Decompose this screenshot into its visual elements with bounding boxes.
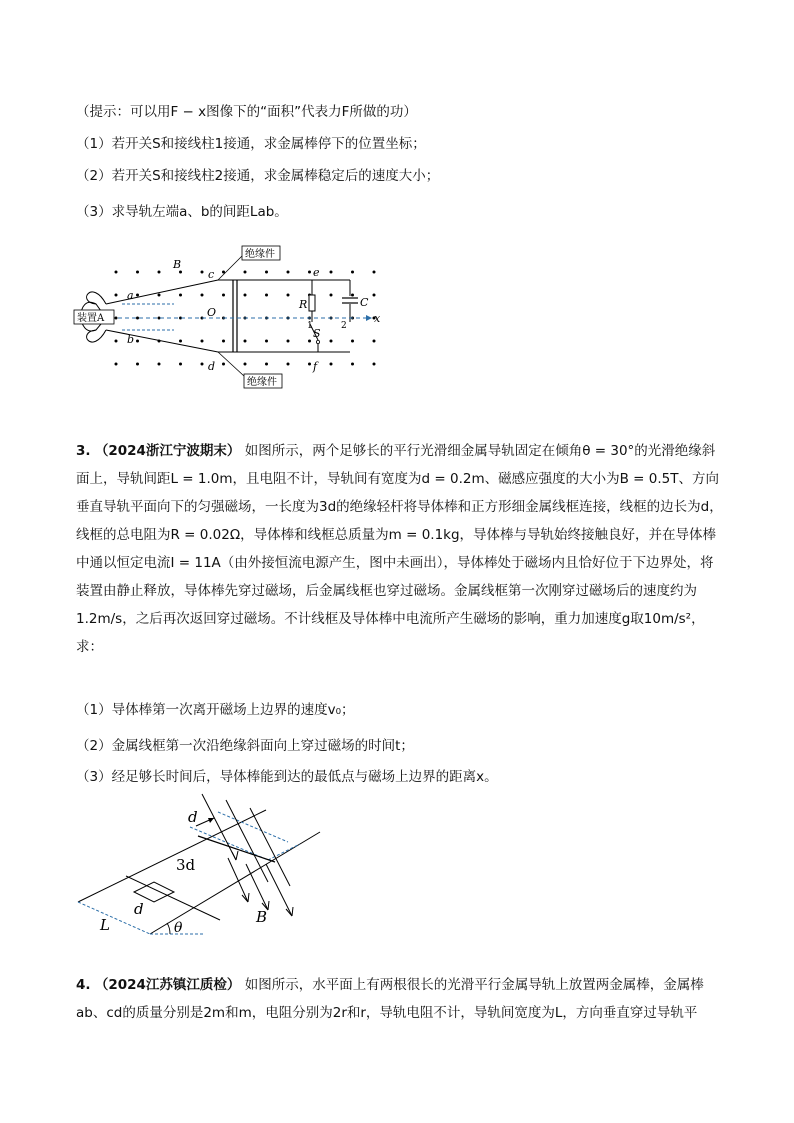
field-dot xyxy=(179,294,182,297)
label-terminal-1: 1 xyxy=(307,321,313,331)
field-dot xyxy=(351,271,354,274)
field-dot xyxy=(244,340,247,343)
field-dot xyxy=(158,294,161,297)
field-dot xyxy=(265,294,268,297)
field-dot xyxy=(330,271,333,274)
label-c: c xyxy=(208,268,215,281)
field-dot xyxy=(373,340,376,343)
square-frame xyxy=(134,882,174,902)
field-dot xyxy=(244,271,247,274)
label-terminal-2: 2 xyxy=(341,321,347,331)
problem-3-source: （2024浙江宁波期末） xyxy=(94,443,241,459)
field-dot xyxy=(351,340,354,343)
label-R: R xyxy=(299,298,308,311)
field-dot xyxy=(201,363,204,366)
field-dot xyxy=(222,340,225,343)
field-dot xyxy=(136,271,139,274)
field-dot xyxy=(201,340,204,343)
insulator-bottom-label: 绝缘件 xyxy=(247,377,277,388)
field-dot xyxy=(287,363,290,366)
field-dot xyxy=(179,363,182,366)
figure-incline xyxy=(70,792,330,942)
field-dot xyxy=(136,363,139,366)
question-2: （2）若开关S和接线柱2接通，求金属棒稳定后的速度大小； xyxy=(76,168,440,184)
problem-3-question-3: （3）经足够长时间后，导体棒能到达的最低点与磁场上边界的距离x。 xyxy=(76,769,498,785)
label-L: L xyxy=(100,916,110,934)
b-field-arrows xyxy=(202,794,293,916)
problem-4-source: （2024江苏镇江质检） xyxy=(94,977,241,993)
problem-3-number: 3. xyxy=(76,443,91,459)
field-dot xyxy=(330,340,333,343)
field-dot xyxy=(201,294,204,297)
problem-4-text-1: 如图所示，水平面上有两根很长的光滑平行金属导轨上放置两金属棒，金属棒 xyxy=(244,977,704,993)
question-3: （3）求导轨左端a、b的间距Lab。 xyxy=(76,204,288,220)
label-x: x xyxy=(374,312,381,325)
hint-text: （提示：可以用F − x图像下的“面积”代表力F所做的功） xyxy=(76,104,417,120)
field-dot xyxy=(265,271,268,274)
field-dot xyxy=(287,340,290,343)
problem-4-line-1 xyxy=(76,975,704,995)
label-d-frame: d xyxy=(134,900,144,918)
label-theta: θ xyxy=(174,920,183,936)
label-d: d xyxy=(208,360,216,373)
problem-4-number: 4. xyxy=(76,977,91,993)
field-dot xyxy=(330,294,333,297)
label-d-top: d xyxy=(188,808,198,826)
label-a: a xyxy=(127,289,134,302)
field-dot xyxy=(244,294,247,297)
problem-3-question-1: （1）导体棒第一次离开磁场上边界的速度v₀； xyxy=(76,702,355,718)
field-dot xyxy=(308,363,311,366)
field-dot xyxy=(136,340,139,343)
field-dot xyxy=(179,340,182,343)
rail-right xyxy=(150,832,320,934)
resistor-R xyxy=(309,295,315,311)
field-dot xyxy=(265,363,268,366)
field-dot xyxy=(373,294,376,297)
label-S: S xyxy=(313,327,321,340)
problem-3-body: 如图所示，两个足够长的平行光滑细金属导轨固定在倾角θ = 30°的光滑绝缘斜面上，导轨间距L = 1.0m，且电阻不计，导轨间有宽度为d = 0.2m、磁感应强度的大小为B = 0.5T、方向垂直导轨平面向下的匀强磁场，一长度为3d的绝缘轻杆将导体棒和正方形细金属线框连接，线框的边长为d，线框的总电阻为R = 0.02Ω，导体棒和线框总质量为m = 0.1kg，导体棒与导轨始终接触良好，并在导体棒中通以恒定电流I = 11A（由外接恒流电源产生，图中未画出），导体棒处于磁场内且恰好位于下边界处，将装置由静止释放，导体棒先穿过磁场，后金属线框也穿过磁场。金属线框第一次刚穿过磁场后的速度约为1.2m/s，之后再次返回穿过磁场。不计线框及导体棒中电流所产生磁场的影响，重力加速度g取10m/s²，求： xyxy=(76,443,723,655)
label-e: e xyxy=(313,266,320,279)
label-B: B xyxy=(173,258,182,271)
field-dot xyxy=(265,340,268,343)
field-dot xyxy=(201,271,204,274)
device-a-label: 装置A xyxy=(77,313,105,324)
field-dot xyxy=(351,294,354,297)
rail-top-left xyxy=(106,280,218,304)
label-B-field: B xyxy=(256,908,268,926)
problem-3 xyxy=(76,437,724,661)
field-dot xyxy=(136,294,139,297)
label-O: O xyxy=(207,306,217,319)
question-1: （1）若开关S和接线柱1接通，求金属棒停下的位置坐标； xyxy=(76,136,426,152)
field-dot xyxy=(373,363,376,366)
field-dot xyxy=(351,363,354,366)
field-dot xyxy=(308,271,311,274)
label-b: b xyxy=(127,333,135,346)
problem-4-line-2: ab、cd的质量分别是2m和m，电阻分别为2r和r，导轨电阻不计，导轨间宽度为L，方向垂直穿过导轨平 xyxy=(76,1005,698,1021)
label-f: f xyxy=(313,360,318,373)
insulator-top-label: 绝缘件 xyxy=(245,249,275,260)
label-C: C xyxy=(360,296,369,309)
field-dot xyxy=(330,363,333,366)
field-dot xyxy=(222,294,225,297)
field-dot xyxy=(115,271,118,274)
field-dot xyxy=(373,271,376,274)
figure-rails-circuit xyxy=(70,238,390,396)
field-dot xyxy=(222,363,225,366)
label-3d: 3d xyxy=(176,856,196,874)
field-dot xyxy=(244,363,247,366)
problem-3-question-2: （2）金属线框第一次沿绝缘斜面向上穿过磁场的时间t； xyxy=(76,738,414,754)
field-dot xyxy=(287,271,290,274)
field-dot xyxy=(158,271,161,274)
field-dot xyxy=(115,363,118,366)
field-dot xyxy=(115,340,118,343)
field-dot xyxy=(115,294,118,297)
field-dot xyxy=(115,317,118,320)
field-dot xyxy=(158,363,161,366)
field-dot xyxy=(308,340,311,343)
field-dot xyxy=(136,317,139,320)
field-dot xyxy=(287,294,290,297)
